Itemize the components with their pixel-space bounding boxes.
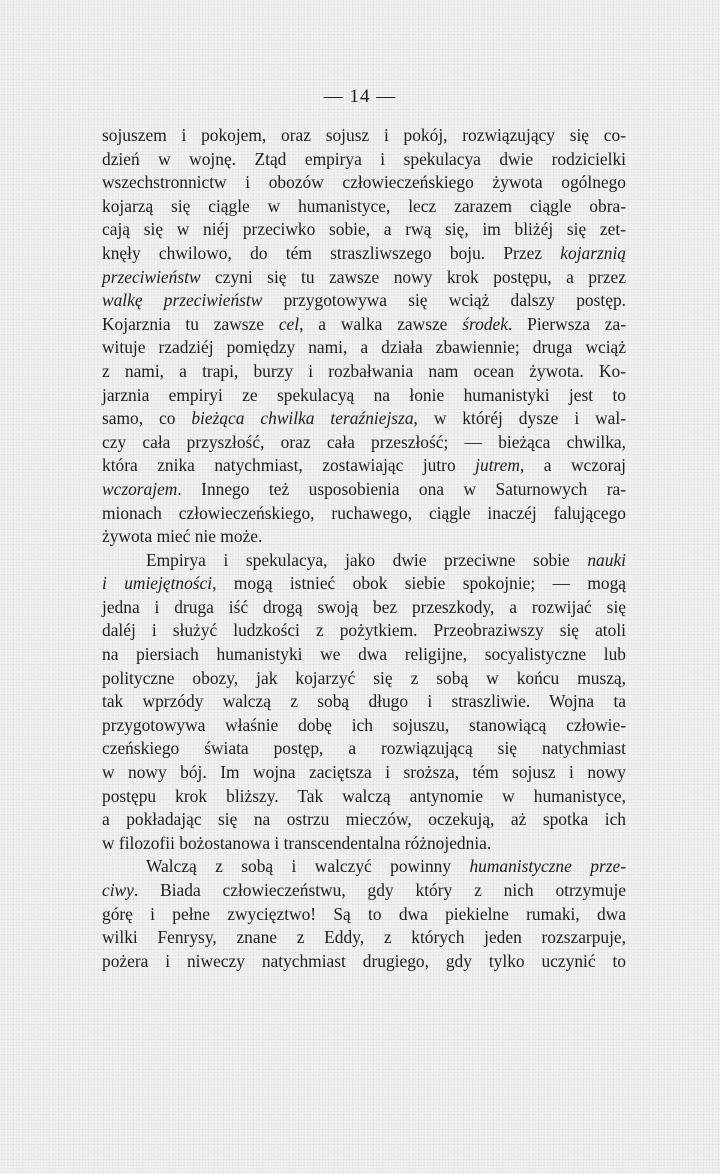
text-segment: czeńskiego świata postęp, a rozwiązującą się natychmiast <box>102 738 626 759</box>
text-segment: która znika natychmiast, zostawiając jutro <box>102 455 476 476</box>
text-segment: daléj i służyć ludzkości z pożytkiem. Przeobraziwszy się atoli <box>102 620 626 641</box>
text-line <box>102 761 626 785</box>
text-segment: . Biada człowieczeństwu, gdy który z nich otrzymuje <box>133 880 626 900</box>
text-segment: jedna i druga iść drogą swoją bez przeszkody, a rozwijać się <box>102 596 626 617</box>
text-line <box>102 785 626 809</box>
text-segment: z nami, a trapi, burzy i rozbałwania nam ocean żywota. Ko- <box>102 360 626 381</box>
text-line <box>102 148 626 172</box>
text-segment: Kojarznia tu zawsze <box>102 313 279 334</box>
text-line <box>102 313 626 337</box>
text-segment: czyni się tu zawsze nowy krok postępu, a przez <box>200 266 626 287</box>
text-segment: mionach człowieczeńskiego, ruchawego, ciągle inaczéj falującego <box>102 502 626 523</box>
text-line <box>102 737 626 761</box>
text-line <box>102 596 626 620</box>
text-line <box>102 336 626 360</box>
text-line <box>102 407 626 431</box>
text-line <box>102 619 626 643</box>
text-segment: w filozofii bożostanowa i transcendentalna różnojednia. <box>102 832 492 853</box>
text-segment: cają się w niéj przeciwko sobie, a rwą się, im bliżéj się zet- <box>102 219 626 240</box>
text-line <box>102 926 626 950</box>
text-segment: przygotowywa właśnie dobę ich sojuszu, stanowiącą człowie- <box>102 714 626 735</box>
text-segment: kojarzą się ciągle w humanistyce, lecz zarazem ciągle obra- <box>102 195 626 216</box>
text-line <box>102 879 626 903</box>
text-segment: wszechstronnictw i obozów człowieczeńskiego żywota ogólnego <box>102 172 626 193</box>
text-line <box>102 478 626 502</box>
body-text <box>102 124 626 973</box>
text-line <box>102 525 626 549</box>
text-segment: polityczne obozy, jak kojarzyć się z sobą w końcu muszą, <box>102 667 626 688</box>
text-segment: wituje rzadziéj pomiędzy nami, a działa zbawiennie; druga wciąż <box>102 337 626 358</box>
text-line <box>102 266 626 290</box>
text-segment: , w któréj dysze i wal- <box>413 408 627 429</box>
italic-text: jutrem <box>475 455 520 476</box>
page-number: — 14 — <box>323 86 397 107</box>
text-segment: samo, co <box>102 408 192 429</box>
text-segment: . Innego też usposobienia ona w Saturnowych ra- <box>177 478 626 499</box>
text-line <box>102 549 626 573</box>
text-segment: Empirya i spekulacya, jako dwie przeciwne sobie <box>146 549 588 570</box>
text-line <box>102 289 626 313</box>
text-segment: . Pierwsza za- <box>507 313 626 334</box>
text-line <box>102 384 626 408</box>
italic-text: humanistyczne prze- <box>469 856 626 877</box>
text-line <box>102 195 626 219</box>
text-line <box>102 218 626 242</box>
italic-text: środek <box>462 313 508 334</box>
text-segment: żywota mieć nie może. <box>102 526 263 547</box>
text-segment: tak wprzódy walczą z sobą długo i straszliwie. Wojna ta <box>102 691 626 712</box>
text-segment: górę i pełne zwycięztwo! Są to dwa piekielne rumaki, dwa <box>102 903 626 924</box>
italic-text: i umiejętności <box>102 573 213 594</box>
text-segment: a pokładając się na ostrzu mieczów, oczekują, aż spotka ich <box>102 809 626 830</box>
text-segment: knęły chwilowo, do tém straszliwszego boju. Przez <box>102 242 561 263</box>
text-line <box>102 360 626 384</box>
text-segment: wilki Fenrysy, znane z Eddy, z których jeden rozszarpuje, <box>102 927 626 948</box>
italic-text: bieżąca chwilka teraźniejsza <box>191 408 414 429</box>
text-line <box>102 903 626 927</box>
text-segment: dzień w wojnę. Ztąd empirya i spekulacya dwie rodzicielki <box>102 148 626 169</box>
italic-text: wczorajem <box>102 478 178 499</box>
text-segment: jarznia empiryi ze spekulacyą na łonie humanistyki jest to <box>102 384 626 405</box>
text-line <box>102 643 626 667</box>
text-line <box>102 690 626 714</box>
text-segment: , a walka zawsze <box>299 313 463 334</box>
text-line <box>102 667 626 691</box>
text-line <box>102 950 626 974</box>
italic-text: cel <box>278 313 300 334</box>
text-line <box>102 124 626 148</box>
text-segment: Walczą z sobą i walczyć powinny <box>146 856 470 877</box>
text-line <box>102 431 626 455</box>
italic-text: przeciwieństw <box>102 266 201 287</box>
text-segment: , mogą istnieć obok siebie spokojnie; — mogą <box>212 573 626 594</box>
text-segment: na piersiach humanistyki we dwa religijne, socyalistyczne lub <box>102 644 626 665</box>
text-line <box>102 855 626 879</box>
text-line <box>102 808 626 832</box>
text-line <box>102 171 626 195</box>
italic-text: ciwy <box>102 880 134 900</box>
text-segment: , a wczoraj <box>519 455 627 476</box>
text-line <box>102 242 626 266</box>
text-segment: sojuszem i pokojem, oraz sojusz i pokój, rozwiązujący się co- <box>102 125 626 145</box>
italic-text: walkę przeciwieństw <box>102 290 263 311</box>
text-segment: postępu krok bliższy. Tak walczą antynomie w humanistyce, <box>102 785 626 806</box>
text-segment: pożera i niweczy natychmiast drugiego, gdy tylko uczynić to <box>102 950 626 971</box>
text-line <box>102 502 626 526</box>
italic-text: nauki <box>587 549 626 570</box>
text-segment: w nowy bój. Im wojna zaciętsza i sroższa, tém sojusz i nowy <box>102 762 626 783</box>
text-line <box>102 832 626 856</box>
italic-text: kojarznią <box>560 242 626 263</box>
text-segment: przygotowywa się wciąż dalszy postęp. <box>262 290 626 311</box>
text-line <box>102 714 626 738</box>
text-line <box>102 572 626 596</box>
text-line <box>102 454 626 478</box>
text-segment: czy cała przyszłość, oraz cała przeszłość; — bieżąca chwilka, <box>102 431 626 452</box>
